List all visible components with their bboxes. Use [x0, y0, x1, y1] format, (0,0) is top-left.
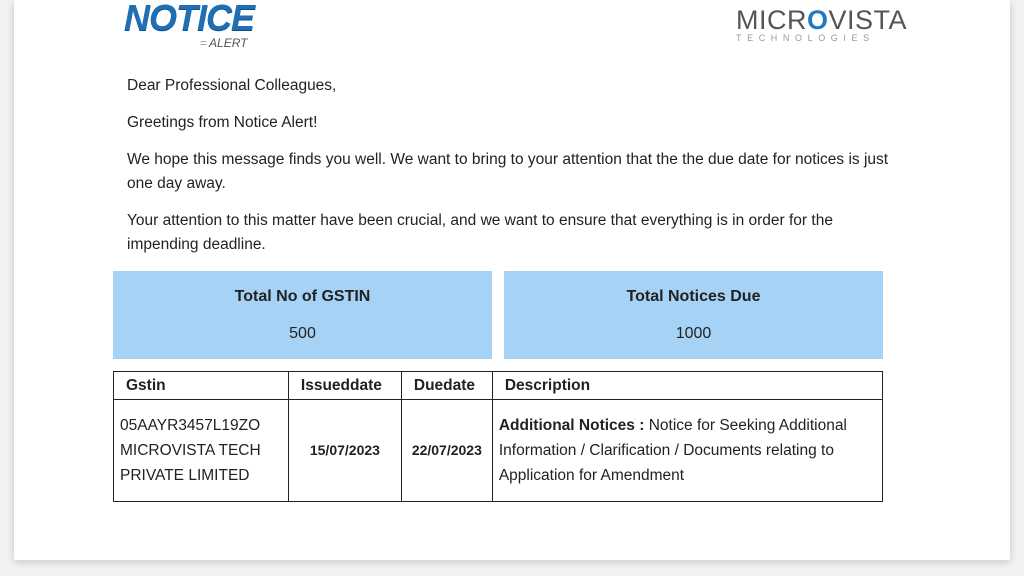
stat-value: 1000 — [675, 325, 712, 342]
description-type: Additional Notices : — [498, 417, 645, 434]
column-header-issueddate: Issueddate — [288, 372, 401, 400]
logo-text-part: VISTA — [828, 5, 908, 35]
stats-summary — [113, 271, 883, 359]
stat-box-notices — [504, 271, 883, 359]
gstin-company: MICROVISTA TECH PRIVATE LIMITED — [120, 442, 261, 484]
column-header-gstin: Gstin — [114, 372, 289, 400]
table-row — [114, 400, 883, 502]
notice-logo-main: NOTICE — [124, 0, 255, 38]
logo-text-part: MICR — [736, 5, 807, 35]
message-paragraph-2: Your attention to this matter have been crucial, and we want to ensure that everything is in order for the impending deadline. — [127, 212, 833, 253]
stat-value: 500 — [289, 325, 316, 342]
notice-alert-logo — [124, 0, 255, 50]
column-header-duedate: Duedate — [401, 372, 492, 400]
notice-logo-sub: = ALERT — [200, 36, 248, 50]
notices-table — [113, 371, 883, 502]
logo-text-accent: O — [807, 5, 829, 35]
message-body — [127, 74, 907, 270]
gstin-code: 05AAYR3457L19ZO — [120, 417, 261, 434]
stat-box-gstin — [113, 271, 492, 359]
due-date-cell: 22/07/2023 — [401, 400, 492, 502]
message-paragraph-1: We hope this message finds you well. We want to bring to your attention that the the due date for notices is just one day away. — [127, 151, 889, 192]
gstin-cell — [114, 400, 289, 502]
column-header-description: Description — [492, 372, 882, 400]
salutation: Dear Professional Colleagues, — [127, 77, 337, 94]
stat-label: Total No of GSTIN — [234, 288, 371, 305]
notice-logo-sub-text: ALERT — [209, 36, 248, 50]
table-header-row — [114, 372, 883, 400]
description-cell — [492, 400, 882, 502]
microvista-logo-sub: TECHNOLOGIES — [736, 33, 875, 43]
greeting: Greetings from Notice Alert! — [127, 114, 318, 131]
description-text: Notice for Seeking Additional Information / Clarification / Documents relating to Application for Amendment — [498, 417, 847, 484]
stat-label: Total Notices Due — [626, 288, 761, 305]
microvista-logo-main — [736, 5, 908, 35]
issued-date-cell: 15/07/2023 — [288, 400, 401, 502]
microvista-logo — [736, 5, 908, 43]
